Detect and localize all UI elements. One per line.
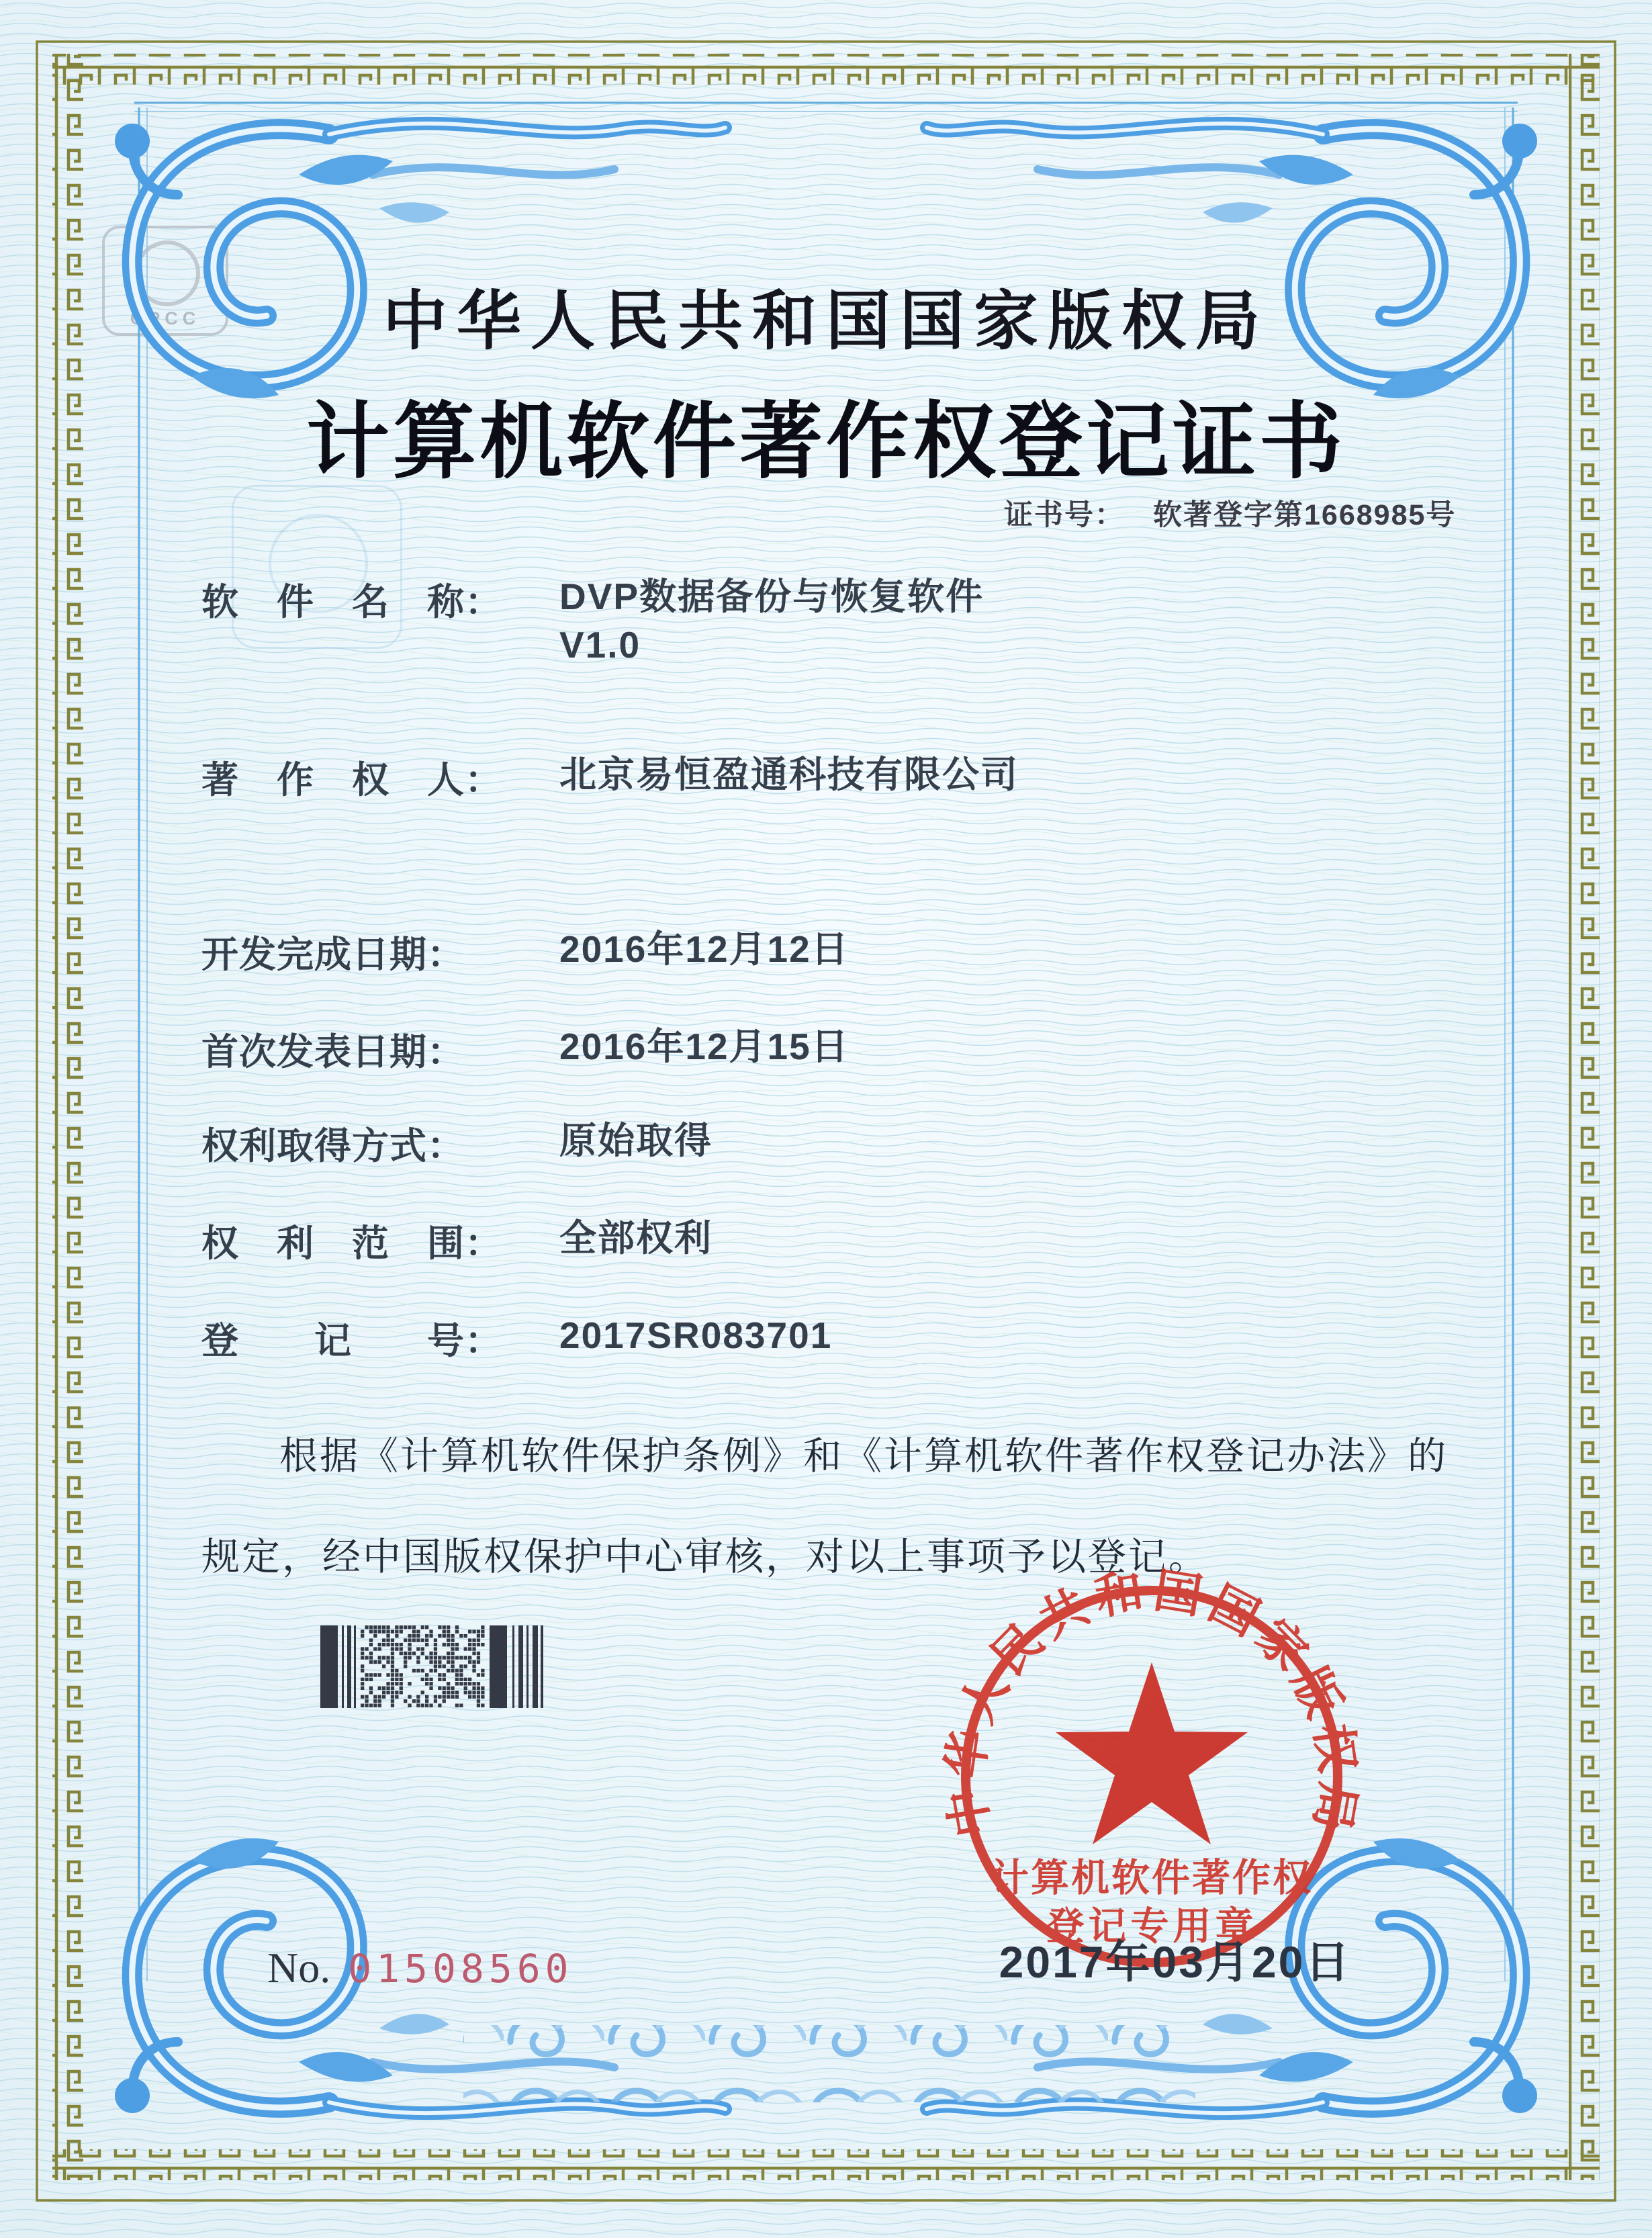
field-label: 著 作 权 人： [201,759,503,801]
field-registration-number [201,1311,832,1364]
field-label: 权利取得方式： [201,1125,465,1167]
field-value-version: V1.0 [559,624,641,666]
field-label: 权 利 范 围： [201,1222,503,1264]
field-value: 全部权利 [559,1217,713,1259]
serial-number-value: 01508560 [348,1946,573,1991]
meander-border-top [52,54,1600,85]
body-paragraph-line1: 根据《计算机软件保护条例》和《计算机软件著作权登记办法》的 [279,1435,1448,1478]
certificate-number-value: 软著登字第1668985号 [1153,499,1457,531]
field-label: 软 件 名 称： [201,581,503,623]
field-value: 原始取得 [559,1120,713,1161]
seal-line1: 计算机软件著作权 [991,1856,1313,1900]
meander-border-right [1569,54,1600,2180]
bottom-wave-band [463,2025,1195,2102]
certificate-number-line [1004,492,1456,533]
field-value: 2017SR083701 [559,1314,833,1356]
certificate-title: 计算机软件著作权登记证书 [306,394,1346,490]
seal-ring-text: 中华人民共和国国家版权局 [936,1562,1367,1842]
meander-border-left [52,54,83,2180]
field-value: 北京易恒盈通科技有限公司 [559,754,1019,795]
field-value: 2016年12月15日 [559,1026,850,1067]
field-rights-acquisition [201,1116,713,1169]
seal-date: 2017年03月20日 [999,1937,1352,1987]
field-value: 2016年12月12日 [559,928,850,970]
seal-line2: 登记专用章 [1046,1904,1258,1949]
field-label: 登 记 号： [201,1320,503,1361]
barcode [320,1625,544,1708]
serial-number-line [267,1943,573,1993]
body-paragraph-line2: 规定，经中国版权保护中心审核，对以上事项予以登记。 [201,1535,1209,1578]
field-label: 开发完成日期： [201,934,465,975]
field-first-publication-date [201,1022,850,1075]
issuer-title: 中华人民共和国国家版权局 [383,283,1269,359]
field-label: 首次发表日期： [201,1031,465,1073]
field-completion-date [201,925,850,978]
certificate-number-label: 证书号： [1004,499,1125,531]
field-rights-scope [201,1214,713,1267]
star-icon [1056,1662,1248,1844]
meander-border-bottom [52,2149,1600,2180]
field-copyright-owner [201,750,1019,803]
field-software-name [201,572,984,669]
embossed-stamp-text: CPCC [130,308,201,328]
serial-number-label: No. [267,1944,331,1991]
field-value: DVP数据备份与恢复软件 V1.0 [559,576,984,666]
